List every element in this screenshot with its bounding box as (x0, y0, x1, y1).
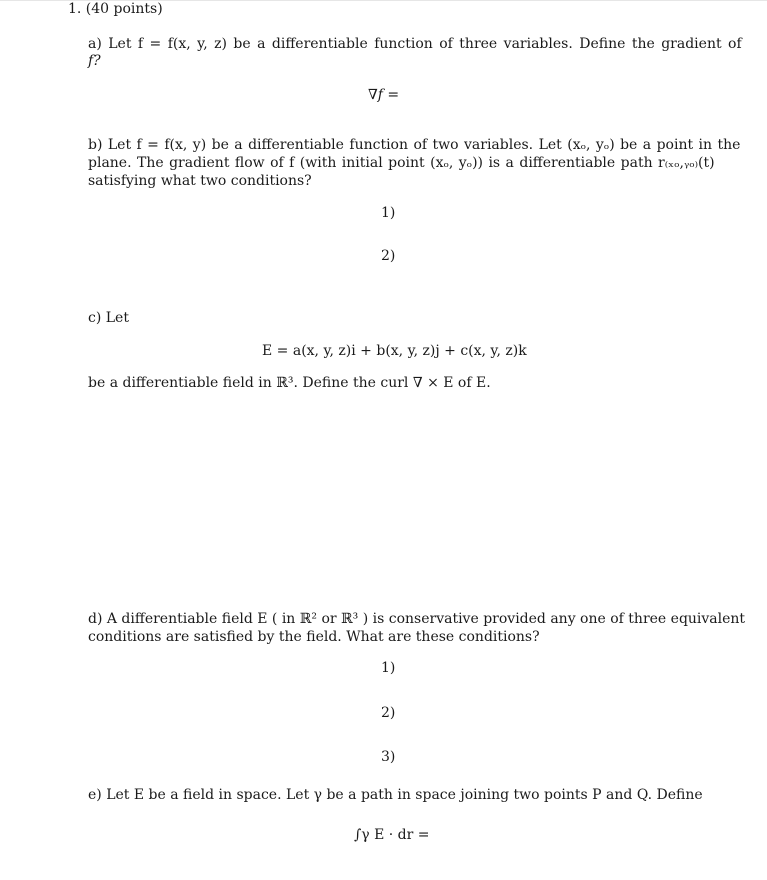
part-c-field-formula: E = a(x, y, z)i + b(x, y, z)j + c(x, y, z)k (262, 343, 527, 359)
part-a-line-1: a) Let f = f(x, y, z) be a differentiable function of three variables. Define the gradient of (88, 36, 742, 52)
part-d-line-1: d) A differentiable field E ( in ℝ² or ℝ³ ) is conservative provided any one of three equivalent (88, 611, 746, 627)
part-b-line-2: plane. The gradient flow of f (with initial point (xₒ, yₒ)) is a differentiable path r₍ₓₒ,ᵧₒ₎(t) (88, 155, 715, 171)
part-a-line-2: f? (88, 53, 101, 69)
part-b-line-1: b) Let f = f(x, y) be a differentiable function of two variables. Let (xₒ, yₒ) be a point in the (88, 137, 741, 153)
part-d-item-3: 3) (381, 749, 396, 765)
part-e-line-integral-formula: ∫γ E · dr = (354, 827, 430, 843)
part-b-item-2: 2) (381, 248, 396, 264)
part-c-line-2: be a differentiable field in ℝ³. Define the curl ∇ × E of E. (88, 375, 491, 391)
part-e-line-1: e) Let E be a field in space. Let γ be a path in space joining two points P and Q. Define (88, 787, 703, 803)
part-d-line-2: conditions are satisfied by the field. What are these conditions? (88, 629, 540, 645)
problem-header: 1. (40 points) (68, 1, 163, 17)
part-b-item-1: 1) (381, 205, 396, 221)
part-d-item-1: 1) (381, 660, 396, 676)
part-d-item-2: 2) (381, 705, 396, 721)
part-a-gradient-formula: ∇f = (368, 87, 400, 103)
part-b-line-3: satisfying what two conditions? (88, 173, 312, 189)
part-c-intro: c) Let (88, 310, 129, 326)
